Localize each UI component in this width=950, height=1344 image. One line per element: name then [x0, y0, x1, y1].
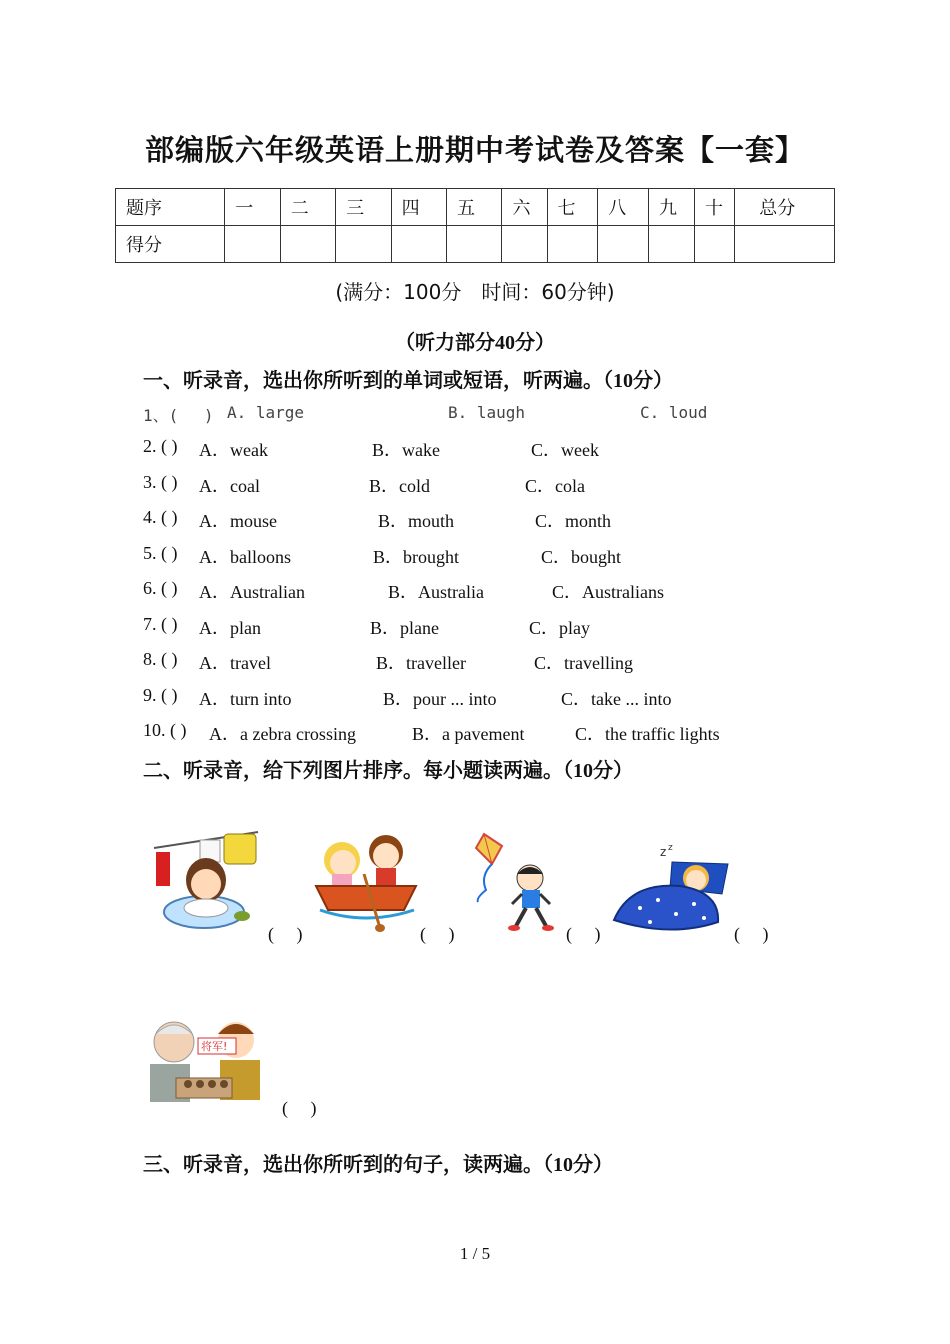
score-input-cell[interactable] [648, 226, 694, 263]
option-c[interactable]: C．month [535, 511, 612, 531]
question-row [143, 649, 843, 673]
option-c[interactable]: C. loud [640, 403, 708, 422]
svg-text:z: z [660, 845, 667, 859]
option-b[interactable]: B．cold [369, 476, 430, 496]
question-number[interactable]: 4. ( ) [143, 507, 178, 527]
svg-text:z: z [668, 843, 673, 853]
option-b[interactable]: B．traveller [376, 653, 466, 673]
option-a[interactable]: A．turn into [199, 689, 292, 709]
score-input-cell[interactable] [502, 226, 547, 263]
option-a[interactable]: A．a zebra crossing [209, 724, 356, 744]
sleeping-picture [610, 842, 732, 938]
option-a[interactable]: A．plan [199, 618, 261, 638]
score-table-score-row [116, 226, 835, 263]
score-input-cell[interactable] [547, 226, 598, 263]
kite-running-picture [470, 832, 562, 936]
option-b[interactable]: B．mouth [378, 511, 455, 531]
table-cell: 七 [547, 189, 598, 226]
question-row [143, 472, 843, 496]
table-cell: 八 [598, 189, 649, 226]
score-input-cell[interactable] [280, 226, 335, 263]
option-a[interactable]: A．mouse [199, 511, 277, 531]
question-number[interactable]: 7. ( ) [143, 614, 178, 634]
option-b[interactable]: B．plane [370, 618, 439, 638]
question-number[interactable]: 2. ( ) [143, 436, 178, 456]
question-number[interactable]: 1、( ) [143, 406, 214, 425]
question-number[interactable]: 3. ( ) [143, 472, 178, 492]
option-c[interactable]: C．the traffic lights [575, 724, 720, 744]
answer-blank[interactable]: ( ) [282, 1098, 317, 1118]
question-row [143, 578, 843, 602]
score-input-cell[interactable] [694, 226, 734, 263]
section1-heading: 一、听录音，选出你所听到的单词或短语，听两遍。（10分） [143, 370, 673, 392]
question-row [143, 507, 843, 531]
table-cell: 五 [447, 189, 502, 226]
table-cell: 三 [336, 189, 391, 226]
option-b[interactable]: B．wake [372, 440, 440, 460]
question-number[interactable]: 10. ( ) [143, 720, 187, 740]
question-row [143, 685, 843, 709]
table-cell: 九 [648, 189, 694, 226]
section2-heading: 二、听录音，给下列图片排序。每小题读两遍。（10分） [143, 760, 633, 782]
table-cell: 十 [694, 189, 734, 226]
option-a[interactable]: A．weak [199, 440, 268, 460]
answer-blank[interactable]: ( ) [420, 924, 455, 944]
option-b[interactable]: B．brought [373, 547, 460, 567]
score-input-cell[interactable] [598, 226, 649, 263]
score-table-header-row [116, 189, 835, 226]
option-a[interactable]: A．travel [199, 653, 271, 673]
score-input-cell[interactable] [225, 226, 280, 263]
option-a[interactable]: A．Australian [199, 582, 305, 602]
question-number[interactable]: 9. ( ) [143, 685, 178, 705]
option-c[interactable]: C．take ... into [561, 689, 672, 709]
question-row [143, 720, 843, 744]
question-number[interactable]: 6. ( ) [143, 578, 178, 598]
rowing-boat-picture [310, 830, 422, 934]
table-cell: 二 [280, 189, 335, 226]
score-input-cell[interactable] [447, 226, 502, 263]
option-c[interactable]: C．Australians [552, 582, 664, 602]
question-number[interactable]: 5. ( ) [143, 543, 178, 563]
option-c[interactable]: C．travelling [534, 653, 633, 673]
question-row [143, 614, 843, 638]
page-number: 1 / 5 [459, 1244, 491, 1263]
option-a[interactable]: A. large [227, 403, 305, 422]
answer-blank[interactable]: ( ) [268, 924, 303, 944]
answer-blank[interactable]: ( ) [566, 924, 601, 944]
option-c[interactable]: C．week [531, 440, 599, 460]
chess-sign-text: 将军! [201, 1040, 228, 1053]
question-number[interactable]: 8. ( ) [143, 649, 178, 669]
option-b[interactable]: B．pour ... into [383, 689, 497, 709]
option-a[interactable]: A．coal [199, 476, 260, 496]
option-c[interactable]: C．cola [525, 476, 585, 496]
section3-heading: 三、听录音，选出你所听到的句子，读两遍。（10分） [143, 1154, 613, 1176]
washing-clothes-picture [150, 826, 262, 934]
question-row [143, 403, 843, 427]
score-input-cell[interactable] [336, 226, 391, 263]
option-b[interactable]: B．Australia [388, 582, 484, 602]
option-b[interactable]: B. laugh [448, 403, 526, 422]
score-table [115, 188, 835, 263]
score-input-cell[interactable] [391, 226, 446, 263]
table-cell: 总分 [735, 189, 835, 226]
question-row [143, 543, 843, 567]
chess-picture [140, 1012, 264, 1106]
option-a[interactable]: A．balloons [199, 547, 291, 567]
listening-part-heading: （听力部分40分） [395, 332, 555, 354]
full-score-note: (满分：100分 时间：60分钟) [335, 280, 615, 304]
question-row [143, 436, 843, 460]
option-b[interactable]: B．a pavement [412, 724, 525, 744]
table-cell: 一 [225, 189, 280, 226]
option-c[interactable]: C．play [529, 618, 590, 638]
table-cell: 四 [391, 189, 446, 226]
score-input-cell[interactable] [735, 226, 835, 263]
option-c[interactable]: C．bought [541, 547, 622, 567]
table-cell: 得分 [116, 226, 225, 263]
page-title: 部编版六年级英语上册期中考试卷及答案【一套】 [144, 133, 805, 167]
table-cell: 六 [502, 189, 547, 226]
table-cell: 题序 [116, 189, 225, 226]
hanging-trousers [156, 852, 170, 886]
answer-blank[interactable]: ( ) [734, 924, 769, 944]
